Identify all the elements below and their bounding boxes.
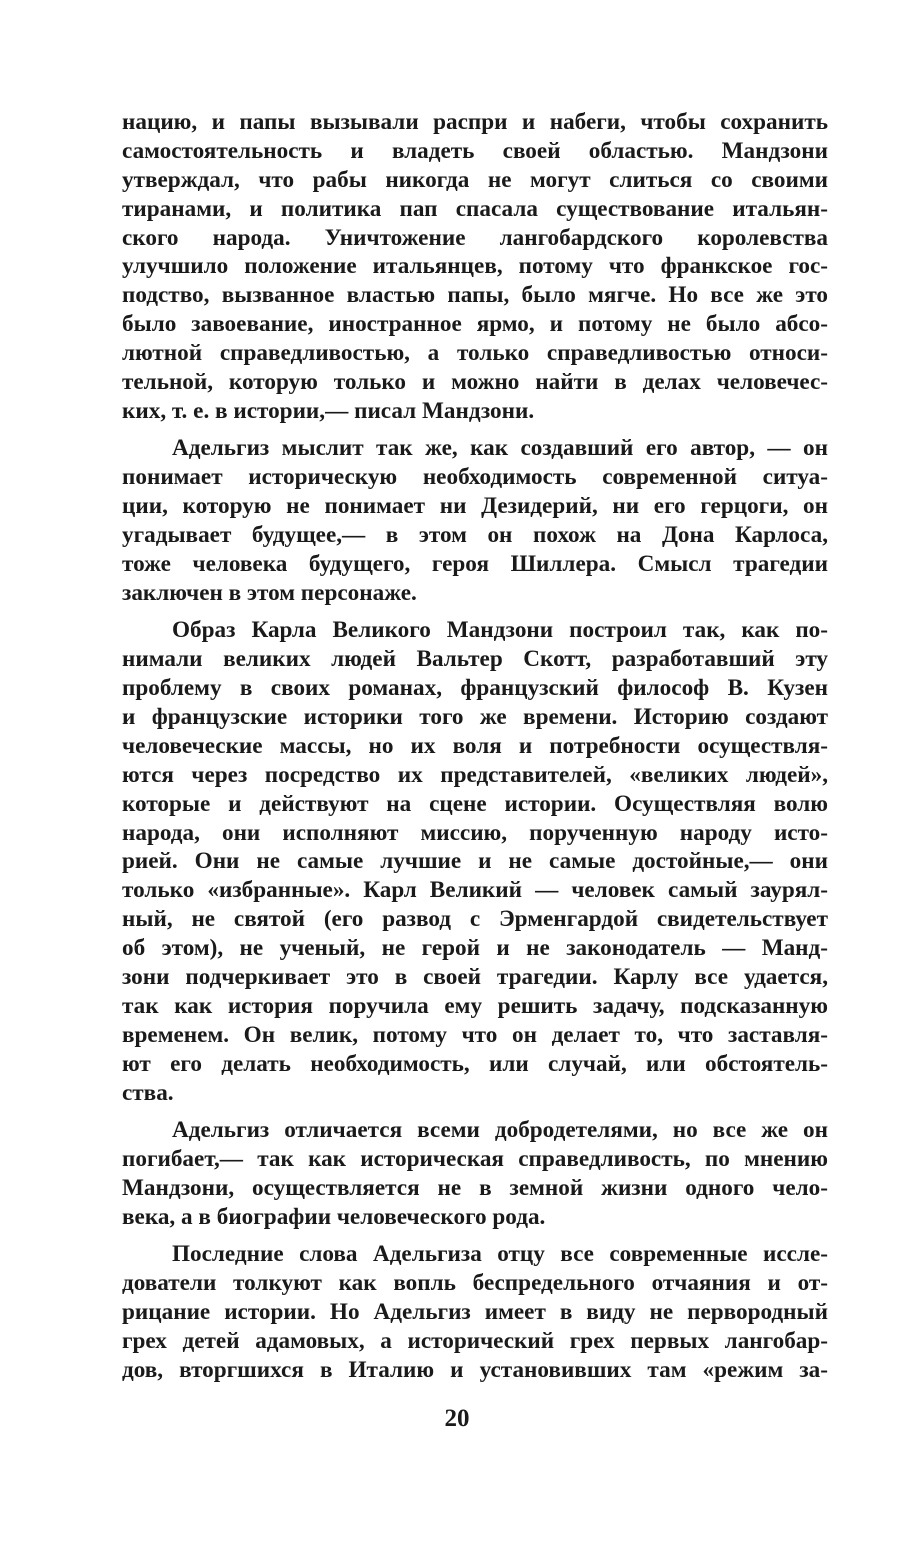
text-line: тельной, которую только и можно найти в делах человечес- bbox=[122, 369, 828, 396]
text-line: Адельгиз отличается всеми добродетелями, но все же он bbox=[172, 1117, 828, 1144]
text-line: лютной справедливостью, а только справедливостью относи- bbox=[122, 340, 828, 367]
text-line: тоже человека будущего, героя Шиллера. Смысл трагедии bbox=[122, 550, 828, 577]
text-line: подство, вызванное властью папы, было мягче. Но все же это bbox=[122, 282, 828, 309]
page-number: 20 bbox=[444, 1405, 470, 1432]
text-line: и французские историки того же времени. Историю создают bbox=[122, 704, 828, 730]
text-line: проблему в своих романах, французский философ В. Кузен bbox=[122, 675, 828, 702]
text-line: было завоевание, иностранное ярмо, и потому не было абсо- bbox=[122, 311, 828, 338]
text-line: заключен в этом персонаже. bbox=[122, 579, 417, 606]
text-line: угадывает будущее,— в этом он похож на Дона Карлоса, bbox=[122, 522, 828, 549]
text-line: рицание истории. Но Адельгиз имеет в виду не первородный bbox=[122, 1299, 828, 1325]
text-line: только «избранные». Карл Великий — человек самый заурял- bbox=[122, 877, 828, 904]
text-line: народа, они исполняют миссию, порученную народу исто- bbox=[122, 819, 828, 846]
text-line: ции, которую не понимает ни Дезидерий, ни его герцоги, он bbox=[122, 493, 828, 520]
text-line: так как история поручила ему решить задачу, подсказанную bbox=[122, 992, 828, 1019]
text-line: утверждал, что рабы никогда не могут слиться со своими bbox=[122, 166, 828, 193]
text-line: дов, вторгшихся в Италию и установивших там «режим за- bbox=[122, 1356, 828, 1383]
paragraph bbox=[122, 1116, 828, 1232]
paragraph bbox=[122, 616, 828, 1107]
text-line: дователи толкуют как вопль беспредельного отчаяния и от- bbox=[122, 1270, 828, 1297]
text-line: грех детей адамовых, а исторический грех первых лангобар- bbox=[122, 1327, 828, 1354]
text-line: Образ Карла Великого Мандзони построил так, как по- bbox=[172, 617, 828, 644]
text-line: Мандзони, осуществляется не в земной жизни одного чело- bbox=[122, 1174, 828, 1201]
text-line: нацию, и папы вызывали распри и набеги, чтобы сохранить bbox=[122, 109, 828, 135]
text-line: ства. bbox=[122, 1079, 174, 1106]
paragraph bbox=[122, 1240, 828, 1384]
text-line: Последние слова Адельгиза отцу все современные иссле- bbox=[172, 1241, 828, 1268]
text-line: самостоятельность и владеть своей областью. Мандзони bbox=[122, 137, 828, 164]
text-line: которые и действуют на сцене истории. Осуществляя волю bbox=[122, 790, 828, 817]
text-line: века, а в биографии человеческого рода. bbox=[122, 1203, 546, 1230]
paragraph bbox=[122, 434, 828, 607]
text-line: человеческие массы, но их воля и потребности осуществля- bbox=[122, 732, 828, 759]
paragraph bbox=[122, 108, 828, 426]
text-line: ный, не святой (его развод с Эрменгардой свидетельствует bbox=[122, 906, 828, 933]
text-line: зони подчеркивает это в своей трагедии. Карлу все удается, bbox=[122, 964, 828, 991]
text-line: ского народа. Уничтожение лангобардского королевства bbox=[122, 224, 828, 251]
text-line: Адельгиз мыслит так же, как создавший его автор, — он bbox=[172, 435, 828, 462]
text-line: ких, т. е. в истории,— писал Мандзони. bbox=[122, 397, 535, 424]
text-line: рией. Они не самые лучшие и не самые достойные,— они bbox=[122, 848, 828, 875]
text-line: ют его делать необходимость, или случай, или обстоятель- bbox=[122, 1050, 828, 1077]
text-line: улучшило положение итальянцев, потому что франкское гос- bbox=[122, 253, 828, 280]
text-line: временем. Он велик, потому что он делает то, что заставля- bbox=[122, 1021, 828, 1048]
page-text-block bbox=[122, 108, 828, 1393]
text-line: ются через посредство их представителей, «великих людей», bbox=[122, 761, 828, 788]
text-line: нимали великих людей Вальтер Скотт, разработавший эту bbox=[122, 646, 828, 673]
text-line: тиранами, и политика пап спасала существование итальян- bbox=[122, 195, 828, 222]
text-line: погибает,— так как историческая справедливость, по мнению bbox=[122, 1145, 828, 1172]
text-line: понимает историческую необходимость современной ситуа- bbox=[122, 464, 828, 491]
text-line: об этом), не ученый, не герой и не законодатель — Манд- bbox=[122, 935, 828, 962]
